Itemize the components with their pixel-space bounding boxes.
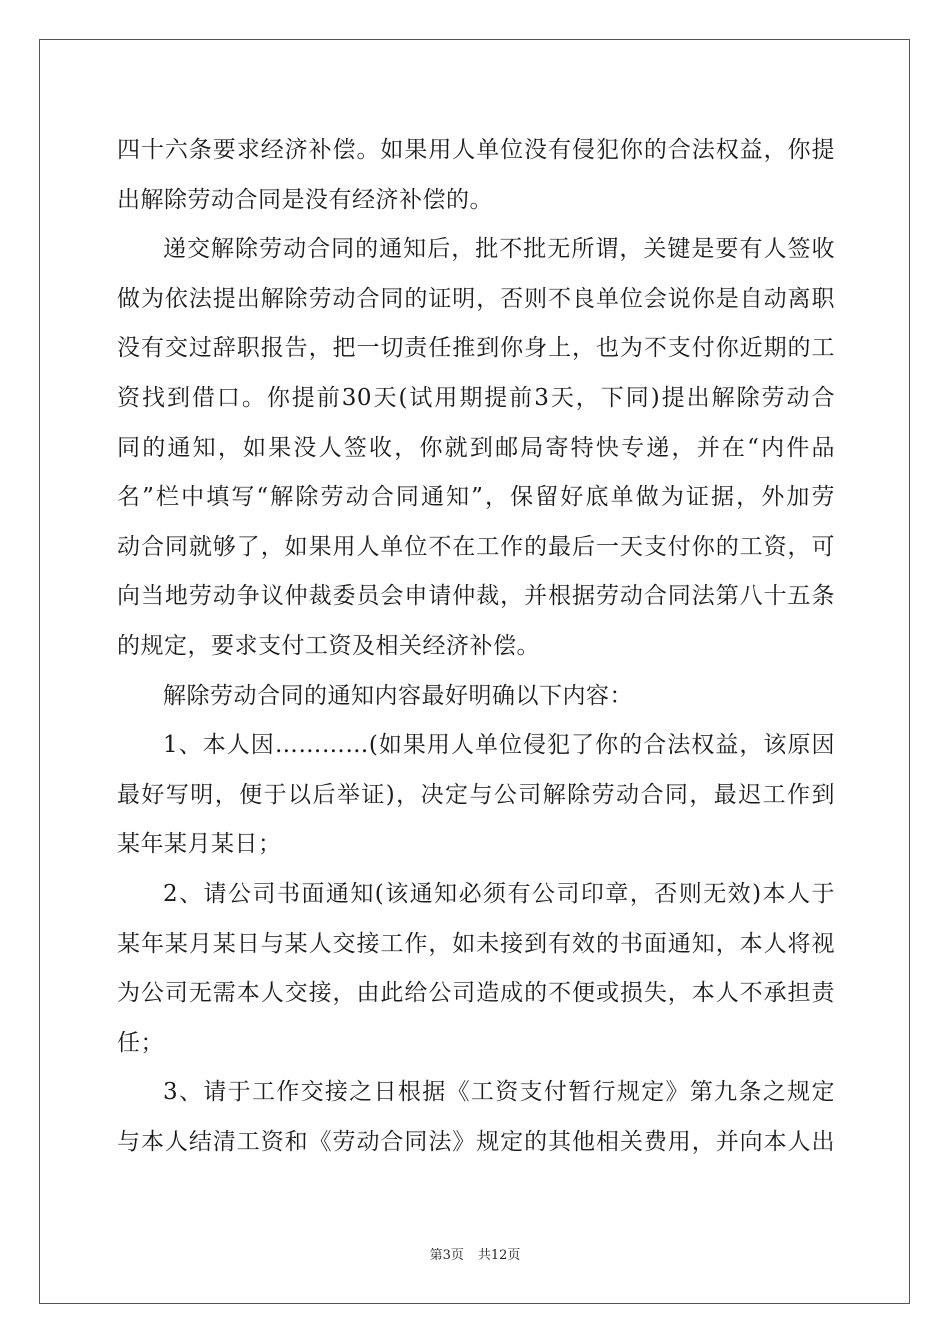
text-line: 1、本人因…………(如果用人单位侵犯了你的合法权益，该原因 xyxy=(163,732,835,759)
text-line: 做为依法提出解除劳动合同的证明，否则不良单位会说你是自动离职 xyxy=(117,285,835,312)
text-line: 动合同就够了，如果用人单位不在工作的最后一天支付你的工资，可 xyxy=(117,533,835,560)
text-line: 名”栏中填写“解除劳动合同通知”，保留好底单做为证据，外加劳 xyxy=(117,484,835,511)
page-number-current: 第3页 xyxy=(429,1248,464,1263)
text-line: 为公司无需本人交接，由此给公司造成的不便或损失，本人不承担责 xyxy=(117,980,835,1007)
text-line: 2、请公司书面通知(该通知必须有公司印章，否则无效)本人于 xyxy=(163,880,835,907)
text-line: 某年某月某日与某人交接工作，如未接到有效的书面通知，本人将视 xyxy=(117,930,835,957)
text-line: 任； xyxy=(117,1029,164,1056)
text-line: 同的通知，如果没人签收，你就到邮局寄特快专递，并在“内件品 xyxy=(117,434,835,461)
text-line: 最好写明，便于以后举证)，决定与公司解除劳动合同，最迟工作到 xyxy=(117,781,835,808)
document-body xyxy=(117,126,835,1167)
text-line: 递交解除劳动合同的通知后，批不批无所谓，关键是要有人签收 xyxy=(163,236,835,263)
text-line: 某年某月某日； xyxy=(117,831,282,858)
page-number-total: 共12页 xyxy=(477,1248,521,1263)
text-line: 3、请于工作交接之日根据《工资支付暂行规定》第九条之规定 xyxy=(163,1079,835,1106)
text-line: 与本人结清工资和《劳动合同法》规定的其他相关费用，并向本人出 xyxy=(117,1128,835,1155)
page-footer xyxy=(0,1244,950,1263)
text-line: 的规定，要求支付工资及相关经济补偿。 xyxy=(117,632,540,659)
text-line: 向当地劳动争议仲裁委员会申请仲裁，并根据劳动合同法第八十五条 xyxy=(117,583,835,610)
text-line: 资找到借口。你提前30天(试用期提前3天，下同)提出解除劳动合 xyxy=(117,384,835,411)
text-line: 没有交过辞职报告，把一切责任推到你身上，也为不支付你近期的工 xyxy=(117,335,835,362)
text-line: 解除劳动合同的通知内容最好明确以下内容： xyxy=(163,682,633,709)
text-line: 四十六条要求经济补偿。如果用人单位没有侵犯你的合法权益，你提 xyxy=(117,137,835,163)
text-line: 出解除劳动合同是没有经济补偿的。 xyxy=(117,186,493,213)
